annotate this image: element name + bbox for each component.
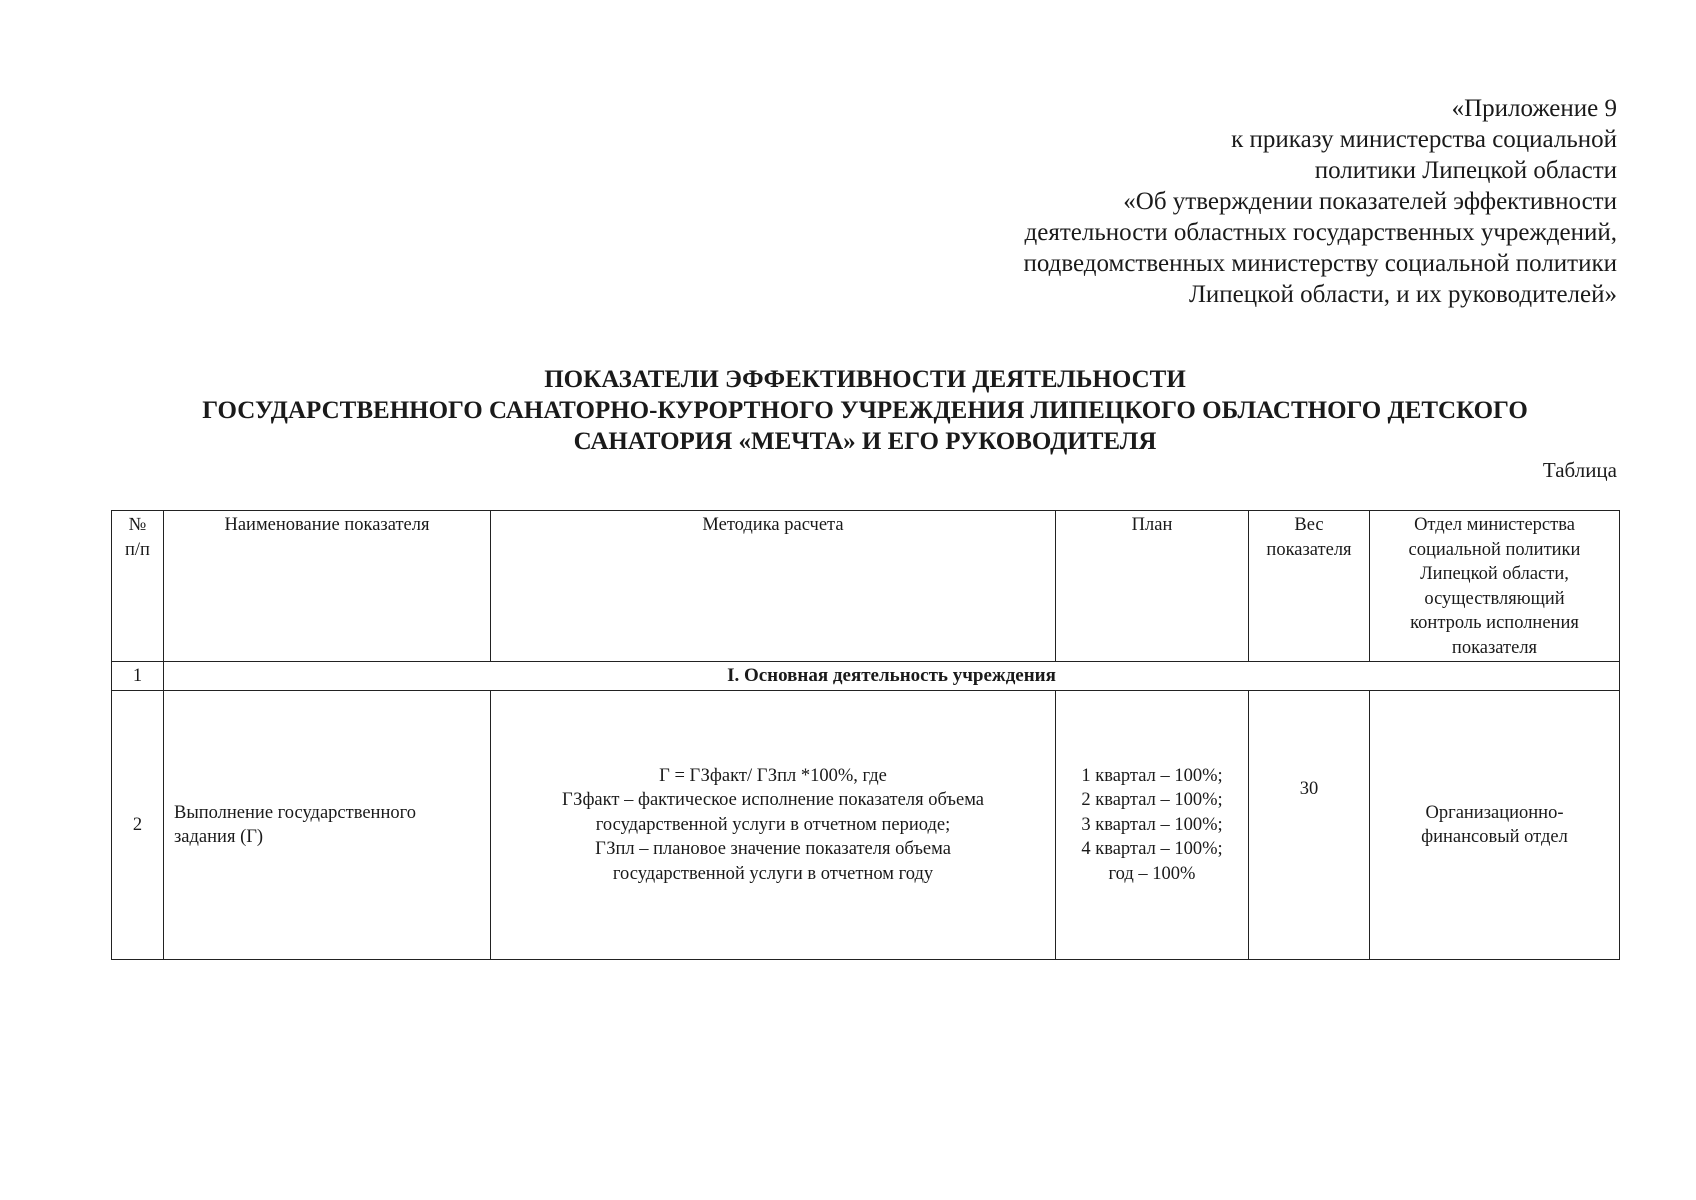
- header-weight-line: Вес: [1294, 515, 1324, 535]
- header-num: [112, 511, 164, 662]
- table-caption: Таблица: [1542, 458, 1617, 482]
- header-department-line: Липецкой области,: [1420, 564, 1569, 584]
- row-method-line: Г = ГЗфакт/ ГЗпл *100%, где: [659, 765, 887, 786]
- row-name: [164, 691, 491, 960]
- title-line: ПОКАЗАТЕЛИ ЭФФЕКТИВНОСТИ ДЕЯТЕЛЬНОСТИ: [544, 366, 1186, 393]
- row-plan-line: 4 квартал – 100%;: [1081, 839, 1223, 860]
- row-department-line: финансовый отдел: [1421, 827, 1568, 847]
- title-line: САНАТОРИЯ «МЕЧТА» И ЕГО РУКОВОДИТЕЛЯ: [573, 428, 1157, 455]
- row-name-line: Выполнение государственного: [174, 802, 416, 823]
- row-plan-line: год – 100%: [1108, 863, 1196, 884]
- row-method-line: государственной услуги в отчетном году: [612, 863, 934, 884]
- row-method: [491, 691, 1056, 960]
- document-title: [110, 364, 1620, 457]
- row-plan: [1056, 691, 1249, 960]
- appendix-line: Липецкой области, и их руководителей»: [1188, 281, 1617, 308]
- row-weight: [1249, 691, 1370, 960]
- section-num: 1: [112, 662, 164, 691]
- table-row: [112, 691, 1620, 960]
- header-department-line: показателя: [1451, 637, 1538, 658]
- appendix-block: [1023, 93, 1617, 310]
- row-plan-line: 3 квартал – 100%;: [1081, 814, 1223, 835]
- row-plan-line: 1 квартал – 100%;: [1081, 765, 1223, 786]
- row-num: 2: [112, 691, 164, 960]
- row-department-line: Организационно-: [1425, 802, 1564, 823]
- row-method-line: ГЗфакт – фактическое исполнение показателя объема: [562, 790, 984, 811]
- section-row: [112, 662, 1620, 691]
- row-method-line: государственной услуги в отчетном периоде;: [595, 814, 951, 835]
- header-num-line: №: [128, 515, 147, 535]
- row-name-line: задания (Г): [174, 827, 264, 847]
- header-method: Методика расчета: [491, 511, 1056, 662]
- appendix-line: к приказу министерства социальной: [1231, 126, 1617, 153]
- appendix-line: политики Липецкой области: [1314, 157, 1617, 184]
- header-num-line: п/п: [125, 539, 150, 560]
- row-method-line: ГЗпл – плановое значение показателя объема: [595, 839, 951, 860]
- appendix-line: подведомственных министерству социальной политики: [1023, 250, 1617, 277]
- indicators-table: [111, 510, 1620, 960]
- header-name: Наименование показателя: [164, 511, 491, 662]
- table-header-row: [112, 511, 1620, 662]
- header-department-line: осуществляющий: [1424, 588, 1565, 609]
- appendix-line: «Приложение 9: [1451, 95, 1617, 122]
- title-line: ГОСУДАРСТВЕННОГО САНАТОРНО-КУРОРТНОГО УЧРЕЖДЕНИЯ ЛИПЕЦКОГО ОБЛАСТНОГО ДЕТСКОГО: [202, 397, 1528, 424]
- appendix-line: «Об утверждении показателей эффективности: [1123, 188, 1617, 215]
- header-plan: План: [1056, 511, 1249, 662]
- header-weight-line: показателя: [1266, 539, 1352, 560]
- header-department-line: контроль исполнения: [1410, 613, 1579, 633]
- appendix-line: деятельности областных государственных учреждений,: [1024, 219, 1617, 246]
- row-plan-line: 2 квартал – 100%;: [1081, 790, 1223, 811]
- header-department-line: Отдел министерства: [1414, 515, 1575, 535]
- row-department: [1370, 691, 1620, 960]
- header-weight: [1249, 511, 1370, 662]
- header-department: [1370, 511, 1620, 662]
- section-label: I. Основная деятельность учреждения: [164, 662, 1620, 691]
- header-department-line: социальной политики: [1408, 539, 1581, 560]
- row-weight-value: 30: [1299, 778, 1319, 799]
